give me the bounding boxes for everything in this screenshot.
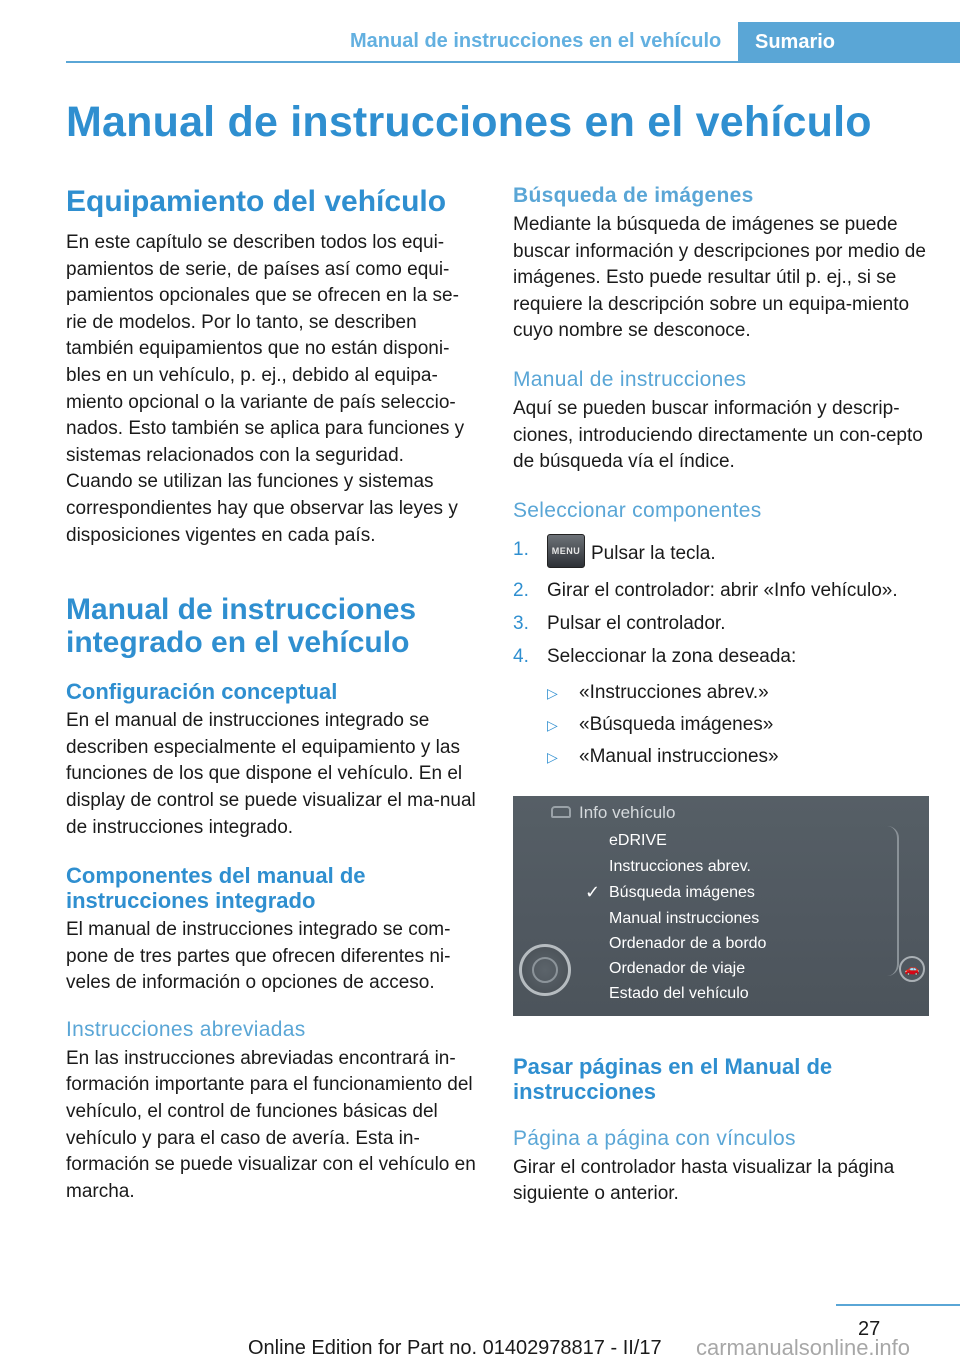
sub-option-text: «Búsqueda imágenes» [579,713,774,735]
triangle-bullet-icon: ▷ [547,716,558,733]
control-display-screenshot [513,796,929,1016]
scroll-indicator [887,826,899,976]
screen-menu-item: Estado del vehículo [609,984,749,1002]
paragraph-componentes: El manual de instrucciones integrado se com-pone de tres partes que ofrecen diferentes ni-veles de información o opciones de acceso. [66,919,451,994]
left-column [66,185,480,1205]
screen-title: Info vehículo [579,802,676,822]
sub-option-text: «Manual instrucciones» [579,745,779,767]
paragraph-leyes: Cuando se utilizan las funciones y sistemas correspondientes hay que observar las leyes y disposiciones vigentes en cada país. [66,471,458,546]
paragraph-manual-instrucciones: Aquí se pueden buscar información y descrip-ciones, introduciendo directamente un con-cepto de búsqueda vía el índice. [513,397,923,473]
running-header-title: Manual de instrucciones en el vehículo [350,30,722,52]
steps-list [513,537,929,670]
subsection-title-configuracion: Configuración conceptual [66,679,338,705]
step-item [513,537,929,571]
screen-menu-item: Instrucciones abrev. [609,857,751,875]
chapter-title: Manual de instrucciones en el vehículo [66,98,872,146]
section-tab: Sumario [738,22,960,61]
header-rule [66,61,960,63]
subsection-title-pasar-paginas: Pasar páginas en el Manual de instrucciones [513,1053,833,1104]
step-number: 2. [513,579,529,601]
step-number: 3. [513,612,529,634]
subsection-title-instrucciones-abreviadas: Instrucciones abreviadas [66,1017,306,1041]
step-item [513,644,929,670]
screen-menu-item: Ordenador de viaje [609,959,746,977]
right-column [513,183,929,1208]
sub-option-item [547,712,929,738]
step-text: Pulsar el controlador. [547,612,726,634]
sub-options-list [547,680,929,770]
knob-inner-ring [532,957,558,983]
step-number: 4. [513,645,529,667]
page-number: 27 [858,1318,881,1340]
subsection-title-manual-instrucciones: Manual de instrucciones [513,367,747,391]
vehicle-status-icon: 🚗 [899,956,925,982]
car-icon [551,806,571,818]
paragraph-equipamiento: En este capítulo se describen todos los equi-pamientos de serie, de países así como equi-pamientos opcionales que se ofrecen en la se-rie de modelos. Por lo tanto, se describen también equipamientos que no están disponi-bles en un vehículo, p. ej., debido al equipa-miento opcional o la variante de país seleccio-nados. Esto también se aplica para funciones y sistemas relacionados con la seguridad. [66,232,465,466]
paragraph-instrucciones-abreviadas: En las instrucciones abreviadas encontrará in-formación importante para el funcionamiento del vehículo, el control de funciones básicas del vehículo y para el caso de avería. Esta in-formación se puede visualizar con el vehículo en marcha. [66,1047,476,1202]
checkmark-icon: ✓ [585,881,601,902]
subsection-title-busqueda-imagenes: Búsqueda de imágenes [513,184,754,207]
paragraph-configuracion: En el manual de instrucciones integrado se describen especialmente el equipamiento y las funciones de los que dispone el vehículo. En el display de control se puede visualizar el ma-nual de instrucciones integrado. [66,710,476,838]
paragraph-pagina-vinculos: Girar el controlador hasta visualizar la página siguiente o anterior. [513,1156,895,1205]
menu-key-icon: MENU [547,534,585,568]
section-title-equipamiento: Equipamiento del vehículo [66,185,447,218]
screen-menu-item: eDRIVE [609,831,667,849]
screen-menu-item: Manual instrucciones [609,909,760,927]
controller-knob-icon [519,944,571,996]
edition-footer: Online Edition for Part no. 01402978817 - II/17 [248,1337,662,1359]
subsection-title-pagina-vinculos: Página a página con vínculos [513,1126,796,1150]
triangle-bullet-icon: ▷ [547,684,558,701]
sub-option-item [547,744,929,770]
sub-option-item [547,680,929,706]
step-text: Girar el controlador: abrir «Info vehículo». [547,579,898,601]
step-number: 1. [513,538,529,560]
watermark: carmanualsonline.info [696,1335,911,1360]
subsection-title-seleccionar: Seleccionar componentes [513,498,762,522]
sub-option-text: «Instrucciones abrev.» [579,681,769,703]
section-title-manual-integrado: Manual de instrucciones integrado en el vehículo [66,593,417,660]
step-text: Seleccionar la zona deseada: [547,645,797,667]
step-text: Pulsar la tecla. [591,542,716,564]
footer-rule [836,1304,960,1306]
screen-menu-item: Ordenador de a bordo [609,934,767,952]
paragraph-busqueda-imagenes: Mediante la búsqueda de imágenes se puede buscar información y descripciones por medio de imágenes. Esto puede resultar útil p. ej., si se requiere la descripción sobre un equipa-miento cuyo nombre se desconoce. [513,214,926,342]
screen-menu-item-selected: Búsqueda imágenes [609,883,755,901]
step-item [513,611,929,637]
triangle-bullet-icon: ▷ [547,748,558,765]
step-item [513,578,929,604]
subsection-title-componentes: Componentes del manual de instrucciones integrado [66,863,366,914]
